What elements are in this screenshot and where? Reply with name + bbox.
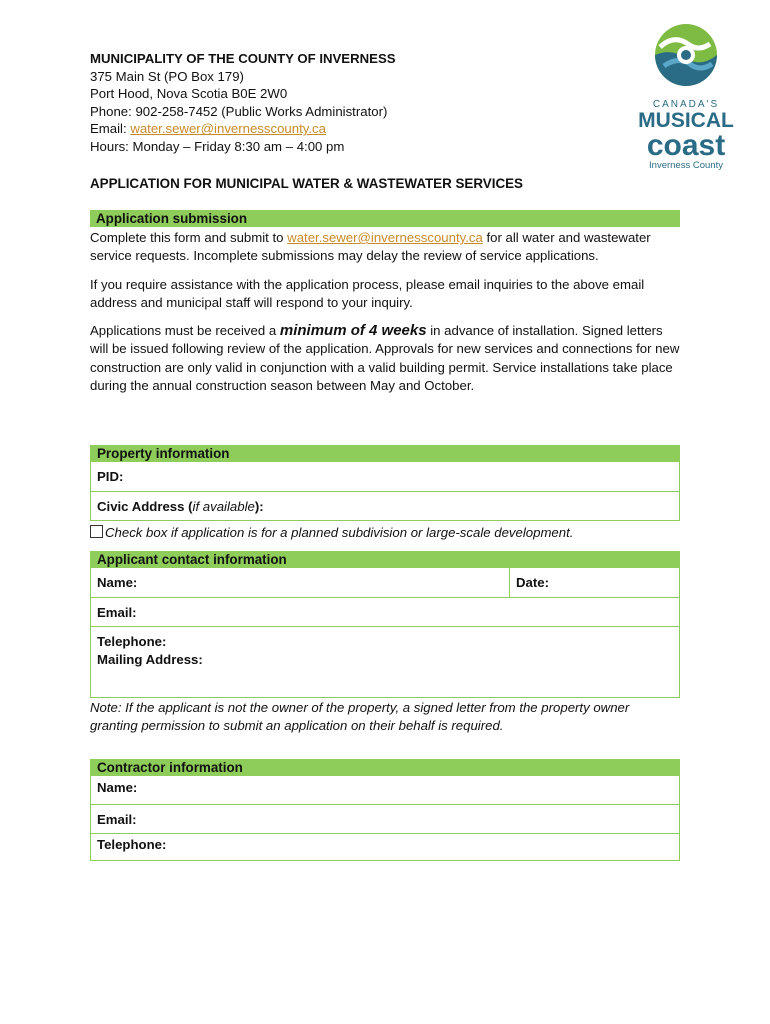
minimum-weeks-emphasis: minimum of 4 weeks (279, 322, 427, 340)
hours-line: Hours: Monday – Friday 8:30 am – 4:00 pm (90, 138, 345, 154)
name-date-divider (509, 568, 510, 597)
submission-heading: Application submission (90, 210, 680, 227)
logo-musical: MUSICAL (638, 109, 734, 132)
musical-coast-logo (626, 22, 746, 172)
logo-coast: coast (646, 129, 726, 162)
owner-permission-note: Note: If the applicant is not the owner of the property, a signed letter from the property owner granting permission to submit an application on their behalf is required. (90, 700, 630, 734)
email-line: Email: water.sewer@invernesscounty.ca (90, 121, 326, 137)
contractor-telephone-field[interactable]: Telephone: (91, 834, 679, 861)
municipality-header (90, 50, 396, 156)
submission-paragraph-2: If you require assistance with the application process, please email inquiries to the above email address and municipal staff will respond to your inquiry. (90, 276, 645, 310)
address-line-2: Port Hood, Nova Scotia B0E 2W0 (90, 86, 288, 102)
property-section (90, 445, 680, 540)
phone-line: Phone: 902-258-7452 (Public Works Administrator) (90, 103, 388, 119)
logo-emblem-icon (626, 22, 746, 92)
applicant-date-field[interactable]: Date: (516, 575, 549, 590)
org-name: MUNICIPALITY OF THE COUNTY OF INVERNESS (90, 51, 396, 66)
header-email-link[interactable]: water.sewer@invernesscounty.ca (130, 121, 326, 137)
civic-address-field[interactable]: Civic Address (if available): (91, 492, 679, 521)
applicant-email-field[interactable]: Email: (91, 598, 679, 627)
property-heading: Property information (91, 445, 679, 462)
applicant-section (90, 551, 680, 736)
applicant-table (90, 551, 680, 698)
contractor-heading: Contractor information (91, 759, 679, 776)
applicant-name-row (91, 568, 679, 598)
address-line-1: 375 Main St (PO Box 179) (90, 68, 244, 84)
contractor-section (90, 759, 680, 861)
logo-county: Inverness County (649, 160, 723, 171)
contractor-name-field[interactable]: Name: (91, 776, 679, 805)
subdivision-checkbox-row (90, 525, 680, 540)
applicant-name-field[interactable]: Name: (97, 575, 138, 590)
pid-field[interactable]: PID: (91, 462, 679, 492)
page-title: APPLICATION FOR MUNICIPAL WATER & WASTEWATER SERVICES (90, 176, 523, 191)
logo-tagline: CANADA'S (652, 99, 720, 110)
submission-paragraph-1: Complete this form and submit to water.sewer@invernesscounty.ca for all water and wastewater service requests. Incomplete submissions may delay the review of service applications. (90, 230, 651, 264)
subdivision-checkbox[interactable] (90, 525, 103, 538)
applicant-telephone-field[interactable]: Telephone: (97, 634, 167, 649)
submission-email-link[interactable]: water.sewer@invernesscounty.ca (287, 230, 483, 245)
property-table (90, 445, 680, 521)
contractor-email-field[interactable]: Email: (91, 805, 679, 834)
contractor-table (90, 759, 680, 861)
subdivision-checkbox-label: Check box if application is for a planned subdivision or large-scale development. (105, 525, 574, 540)
submission-section (90, 210, 680, 395)
submission-paragraph-3: Applications must be received a minimum of 4 weeks in advance of installation. Signed letters will be issued following review of the application. Approvals for new services and connections for new construction are only valid in conjunction with a valid building permit. Service installations take place during the annual construction season between May and October. (90, 322, 680, 394)
applicant-mailing-address-field[interactable]: Mailing Address: (91, 651, 679, 698)
applicant-heading: Applicant contact information (91, 551, 679, 568)
